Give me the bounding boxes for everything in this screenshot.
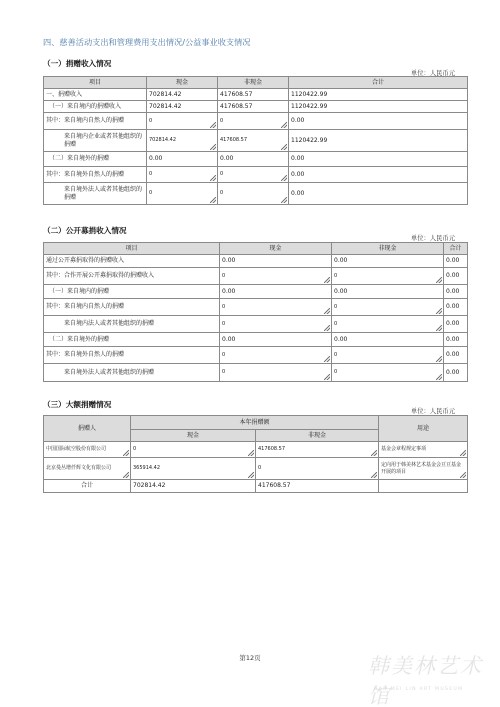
museum-watermark bbox=[368, 650, 494, 707]
table-header-row bbox=[44, 77, 468, 89]
table-header-row bbox=[44, 243, 468, 255]
noncash-cell: 417608.57 bbox=[218, 101, 289, 113]
donor-input[interactable]: 中国国际航空股份有限公司 bbox=[44, 442, 131, 458]
cash-input[interactable]: 0 bbox=[131, 442, 256, 458]
noncash-input[interactable]: 0 bbox=[332, 364, 444, 382]
table-row bbox=[44, 442, 468, 458]
row-label: 来自境外法人或者其他组织的捐赠 bbox=[44, 364, 220, 382]
public-fundraising-unit: 单位：人民币元 bbox=[410, 235, 455, 242]
col-header-use: 用途 bbox=[379, 416, 468, 442]
noncash-input[interactable]: 0 bbox=[256, 458, 379, 480]
noncash-input[interactable]: 0 bbox=[218, 183, 289, 205]
table-row bbox=[44, 255, 468, 268]
table-row bbox=[44, 364, 468, 382]
table-row bbox=[44, 458, 468, 480]
cash-input[interactable]: 0 bbox=[220, 268, 332, 285]
total-cell: 0.00 bbox=[444, 299, 468, 316]
col-header-noncash: 非现金 bbox=[332, 243, 444, 255]
total-cell: 0.00 bbox=[289, 113, 468, 130]
cash-input[interactable]: 365914.42 bbox=[131, 458, 256, 480]
total-cell: 0.00 bbox=[289, 152, 468, 167]
public-fundraising-title: （二）公开募捐收入情况 bbox=[43, 226, 127, 235]
total-cash: 702814.42 bbox=[131, 480, 256, 493]
cash-cell: 702814.42 bbox=[147, 89, 218, 101]
cash-cell: 0.00 bbox=[220, 255, 332, 268]
total-cell: 0.00 bbox=[444, 285, 468, 299]
table-row bbox=[44, 183, 468, 205]
cash-input[interactable]: 0 bbox=[220, 347, 332, 364]
col-header-amount: 本年捐赠额 bbox=[131, 416, 379, 430]
row-label: 其中：合作开展公开募捐取得的捐赠收入 bbox=[44, 268, 220, 285]
col-header-total: 合计 bbox=[444, 243, 468, 255]
row-label: 其中：来自境外自然人的捐赠 bbox=[44, 167, 147, 183]
noncash-cell: 0.00 bbox=[332, 285, 444, 299]
donation-income-table bbox=[43, 76, 468, 205]
large-donations-title: （三）大额捐赠情况 bbox=[43, 400, 112, 409]
col-header-item: 项目 bbox=[44, 77, 147, 89]
use-input[interactable]: 基金会章程规定事项 bbox=[379, 442, 468, 458]
row-label: （一）来自境内的捐赠 bbox=[44, 285, 220, 299]
noncash-input[interactable]: 0 bbox=[332, 268, 444, 285]
col-header-cash: 现金 bbox=[220, 243, 332, 255]
cash-cell: 0.00 bbox=[220, 333, 332, 347]
row-label: 其中：来自境内自然人的捐赠 bbox=[44, 299, 220, 316]
row-label: 一、捐赠收入 bbox=[44, 89, 147, 101]
total-cell: 0.00 bbox=[289, 167, 468, 183]
table-header-row bbox=[44, 416, 468, 430]
noncash-input[interactable]: 417608.57 bbox=[218, 130, 289, 152]
row-label: 通过公开募捐取得的捐赠收入 bbox=[44, 255, 220, 268]
col-header-donor: 捐赠人 bbox=[44, 416, 131, 442]
section-title: 四、慈善活动支出和管理费用支出情况/公益事业收支情况 bbox=[43, 37, 251, 47]
cash-input[interactable]: 702814.42 bbox=[147, 130, 218, 152]
cash-cell: 0.00 bbox=[147, 152, 218, 167]
table-row bbox=[44, 152, 468, 167]
cash-input[interactable]: 0 bbox=[147, 113, 218, 130]
col-header-noncash: 非现金 bbox=[218, 77, 289, 89]
total-cell: 0.00 bbox=[444, 255, 468, 268]
total-cell: 0.00 bbox=[444, 347, 468, 364]
col-header-cash: 现金 bbox=[147, 77, 218, 89]
noncash-input[interactable]: 0 bbox=[332, 316, 444, 333]
watermark-en: HAN MEI LIN ART MUSEUM bbox=[374, 687, 464, 692]
total-cell: 0.00 bbox=[444, 316, 468, 333]
table-row bbox=[44, 299, 468, 316]
total-cell: 0.00 bbox=[289, 183, 468, 205]
row-label: （二）来自境外的捐赠 bbox=[44, 152, 147, 167]
row-label: 其中：来自境内自然人的捐赠 bbox=[44, 113, 147, 130]
table-row bbox=[44, 347, 468, 364]
row-label: 来自境外法人或者其他组织的捐赠 bbox=[44, 183, 147, 205]
cash-cell: 702814.42 bbox=[147, 101, 218, 113]
table-row bbox=[44, 101, 468, 113]
table-row bbox=[44, 316, 468, 333]
row-label: （二）来自境外的捐赠 bbox=[44, 333, 220, 347]
table-row bbox=[44, 268, 468, 285]
cash-input[interactable]: 0 bbox=[147, 167, 218, 183]
noncash-input[interactable]: 0 bbox=[218, 113, 289, 130]
table-row bbox=[44, 333, 468, 347]
table-total-row bbox=[44, 480, 468, 493]
watermark-cn: 韩美林艺术馆 bbox=[368, 654, 483, 707]
col-header-total: 合计 bbox=[289, 77, 468, 89]
total-cell: 0.00 bbox=[444, 333, 468, 347]
row-label: （一）来自境内的捐赠收入 bbox=[44, 101, 147, 113]
table-row bbox=[44, 89, 468, 101]
public-fundraising-table bbox=[43, 242, 468, 382]
total-label: 合计 bbox=[44, 480, 131, 493]
cash-input[interactable]: 0 bbox=[220, 316, 332, 333]
total-cell: 0.00 bbox=[444, 268, 468, 285]
col-header-noncash: 非现金 bbox=[256, 430, 379, 442]
table-row bbox=[44, 167, 468, 183]
noncash-input[interactable]: 0 bbox=[332, 299, 444, 316]
total-cell: 1120422.99 bbox=[289, 89, 468, 101]
noncash-input[interactable]: 417608.57 bbox=[256, 442, 379, 458]
cash-input[interactable]: 0 bbox=[147, 183, 218, 205]
total-use-empty bbox=[379, 480, 468, 493]
row-label: 来自境内企业或者其他组织的捐赠 bbox=[44, 130, 147, 152]
table-row bbox=[44, 130, 468, 152]
total-cell: 0.00 bbox=[444, 364, 468, 382]
cash-cell: 0.00 bbox=[220, 285, 332, 299]
cash-input[interactable]: 0 bbox=[220, 299, 332, 316]
noncash-cell: 0.00 bbox=[332, 333, 444, 347]
total-noncash: 417608.57 bbox=[256, 480, 379, 493]
large-donations-table bbox=[43, 415, 468, 493]
col-header-cash: 现金 bbox=[131, 430, 256, 442]
total-cell: 1120422.99 bbox=[289, 101, 468, 113]
total-cell: 1120422.99 bbox=[289, 130, 468, 152]
cash-input[interactable]: 0 bbox=[220, 364, 332, 382]
donor-input[interactable]: 北京曼丛增仟辉文化有限公司 bbox=[44, 458, 131, 480]
noncash-input[interactable]: 0 bbox=[218, 167, 289, 183]
col-header-item: 项目 bbox=[44, 243, 220, 255]
use-input[interactable]: 定向用于韩美林艺术基金会豆豆基金开展的项目 bbox=[379, 458, 468, 480]
noncash-cell: 0.00 bbox=[332, 255, 444, 268]
table-row bbox=[44, 113, 468, 130]
large-donations-unit: 单位：人民币元 bbox=[410, 408, 455, 415]
row-label: 来自境内法人或者其他组织的捐赠 bbox=[44, 316, 220, 333]
table-row bbox=[44, 285, 468, 299]
page-number: 第12页 bbox=[239, 654, 261, 662]
noncash-cell: 0.00 bbox=[218, 152, 289, 167]
donation-income-title: （一）捐赠收入情况 bbox=[43, 59, 112, 68]
noncash-input[interactable]: 0 bbox=[332, 347, 444, 364]
row-label: 其中：来自境外自然人的捐赠 bbox=[44, 347, 220, 364]
donation-income-unit: 单位：人民币元 bbox=[410, 70, 455, 77]
noncash-cell: 417608.57 bbox=[218, 89, 289, 101]
